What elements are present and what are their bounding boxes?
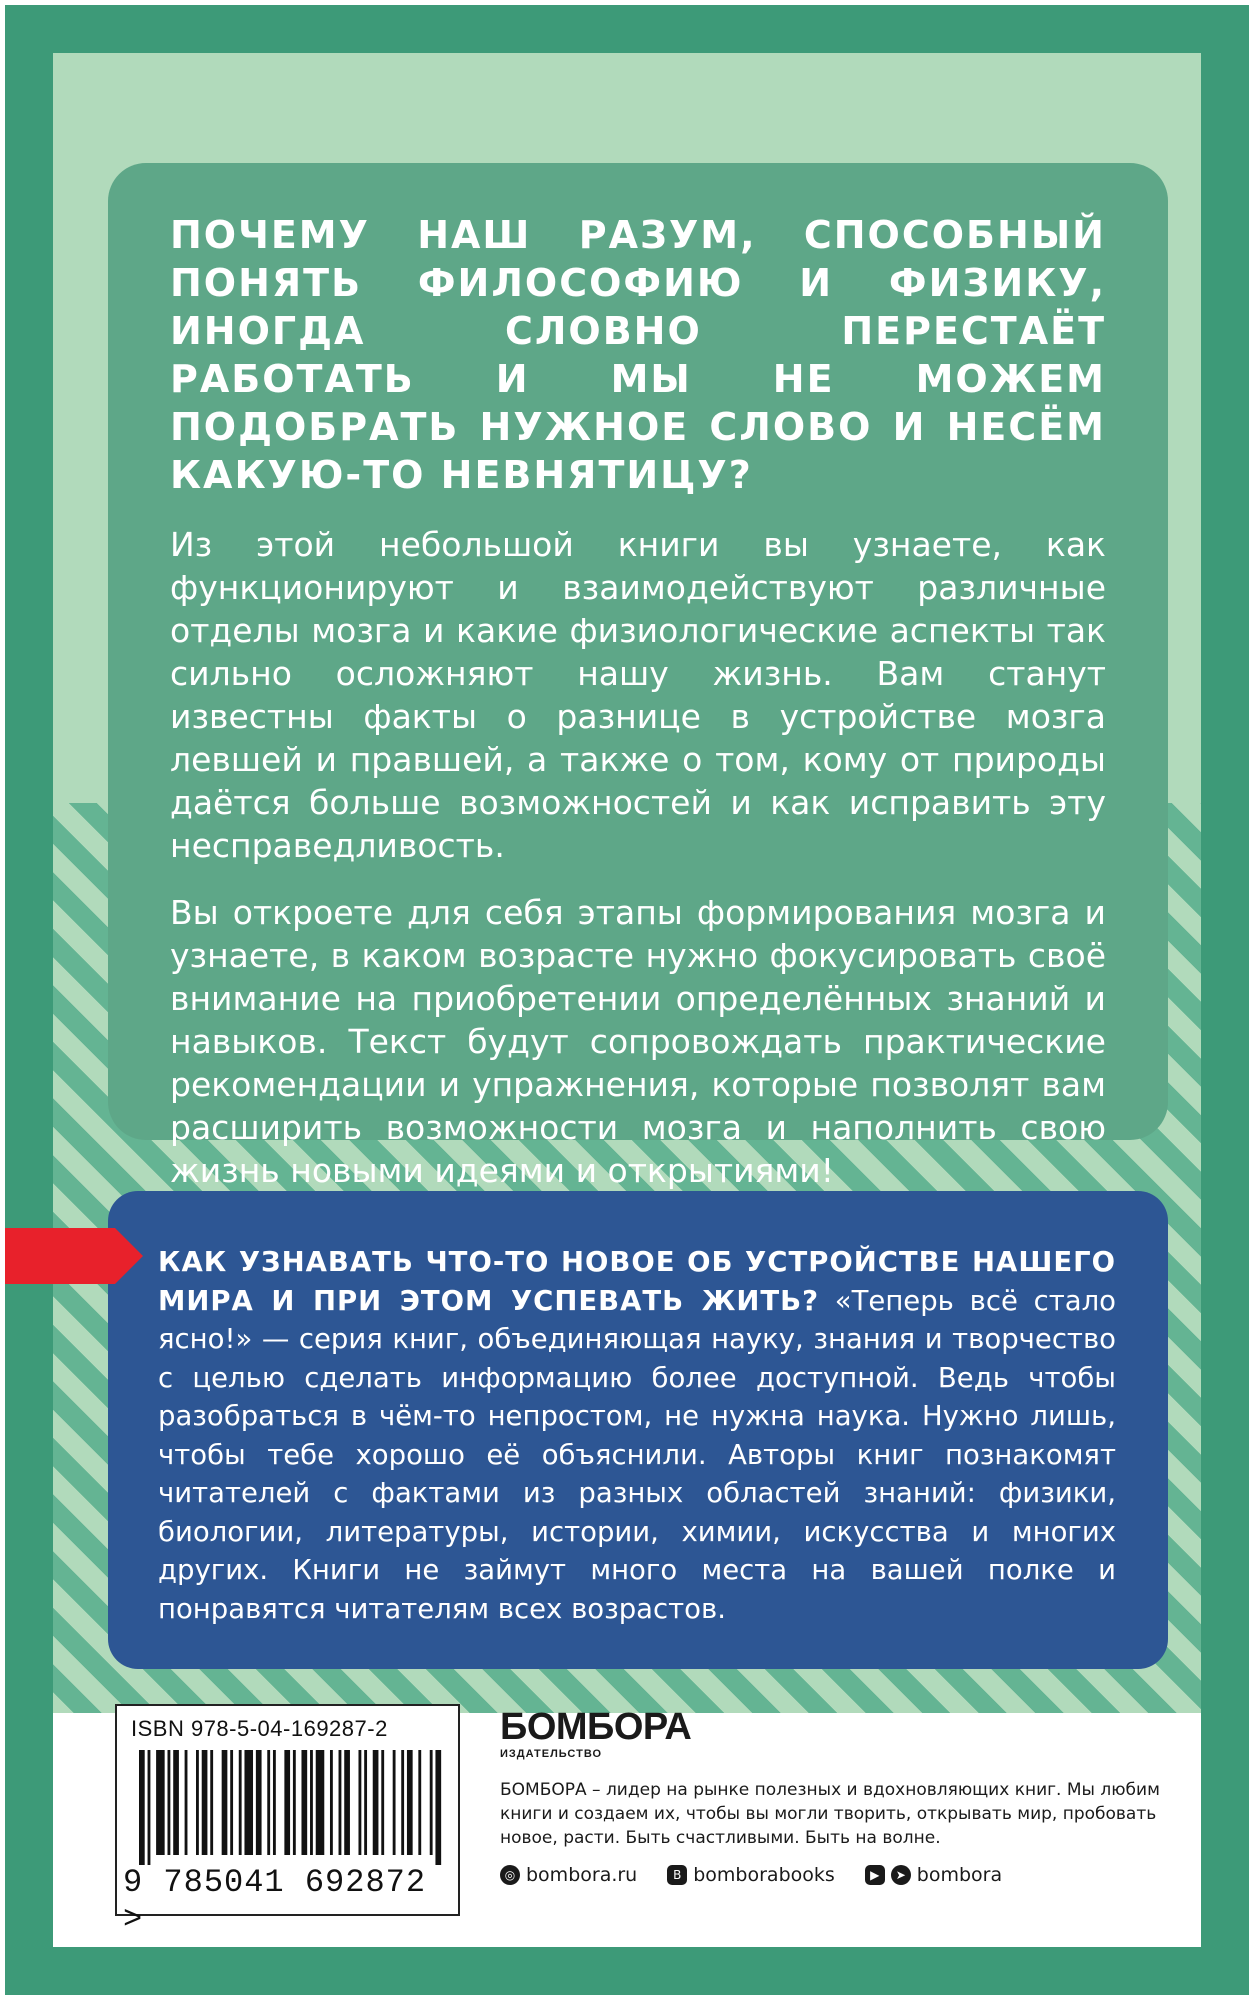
series-lead: КАК УЗНАВАТЬ ЧТО-ТО НОВОЕ ОБ УСТРОЙСТВЕ НАШЕГО МИРА И ПРИ ЭТОМ УСПЕВАТЬ ЖИТЬ?: [158, 1246, 1116, 1317]
barcode-bar: [168, 1750, 171, 1855]
barcode-bar: [156, 1750, 165, 1855]
cover-background: [53, 53, 1201, 1947]
red-marker-tip: [115, 1228, 143, 1284]
barcode-bar: [344, 1750, 350, 1855]
barcode-bar: [256, 1750, 262, 1855]
barcode-bar: [185, 1750, 188, 1855]
description-paragraph-1: Из этой небольшой книги вы узнаете, как функционируют и взаимодействуют различные отделы мозга и какие физиологические аспекты так сильно осложняют нашу жизнь. Вам станут известны факты о разнице в устройстве мозга левшей и правшей, а также о том, кому от природы даётся больше возможностей и как исправить эту несправедливость.: [170, 525, 1106, 865]
link-social-label: bombora: [916, 1864, 1003, 1886]
series-text: [158, 1243, 1116, 1628]
youtube-icon: ▶: [865, 1865, 885, 1885]
barcode-bar: [435, 1750, 441, 1865]
series-body: «Теперь всё стало ясно!» — серия книг, объединяющая науку, знания и творчество с целью сделать информацию более доступной. Ведь чтобы разобраться в чём-то непростом, не нужна наука. Нужно лишь, чтобы тебе хорошо её объяснили. Авторы книг познакомят читателей с фактами из разных областей знаний: физики, биологии, литературы, истории, химии, искусства и многих других. Книги не займут много места на вашей полке и понравятся читателям всех возрастов.: [158, 1284, 1116, 1625]
barcode-label: [115, 1704, 460, 1938]
red-marker-bar: [5, 1228, 115, 1284]
publisher-description: БОМБОРА – лидер на рынке полезных и вдохновляющих книг. Мы любим книги и создаем их, чтобы вы могли творить, открывать мир, пробовать новое, расти. Быть счастливыми. Быть на волне.: [500, 1780, 1160, 1848]
barcode-bar: [339, 1750, 342, 1855]
barcode-bar: [244, 1750, 253, 1855]
barcode-bar: [310, 1750, 313, 1855]
barcode-bar: [148, 1750, 151, 1865]
barcode-bar: [196, 1750, 199, 1855]
barcode-bar: [210, 1750, 213, 1855]
barcode-bar: [373, 1750, 379, 1855]
barcode-bar: [364, 1750, 367, 1855]
barcode-bar: [393, 1750, 396, 1855]
globe-icon: ◎: [500, 1865, 520, 1885]
barcode-bar: [358, 1750, 361, 1855]
barcode-bar: [430, 1750, 433, 1855]
telegram-icon: ➤: [891, 1865, 911, 1885]
link-vk[interactable]: [667, 1864, 835, 1886]
barcode-bar: [267, 1750, 270, 1855]
link-vk-label: bomborabooks: [693, 1864, 835, 1886]
barcode-bar: [173, 1750, 179, 1855]
barcode-bar: [316, 1750, 325, 1855]
barcode-bar: [401, 1750, 404, 1855]
series-panel: [108, 1191, 1168, 1669]
barcode-bar: [139, 1750, 145, 1865]
cover-frame: [5, 5, 1249, 1995]
publisher-links: [500, 1864, 1180, 1886]
barcode-bar: [230, 1750, 233, 1855]
barcode-bar: [273, 1750, 276, 1855]
link-social[interactable]: [865, 1864, 1002, 1886]
barcode-bars: [139, 1750, 444, 1865]
barcode-number: 9 785041 692872 >: [123, 1864, 427, 1938]
headline-question: ПОЧЕМУ НАШ РАЗУМ, СПОСОБНЫЙ ПОНЯТЬ ФИЛОСОФИЮ И ФИЗИКУ, ИНОГДА СЛОВНО ПЕРЕСТАЁТ РАБОТАТЬ И МЫ НЕ МОЖЕМ ПОДОБРАТЬ НУЖНОЕ СЛОВО И НЕСЁМ КАКУЮ-ТО НЕВНЯТИЦУ?: [170, 213, 1106, 497]
publisher-logo: БОМБОРА: [500, 1706, 692, 1748]
link-website[interactable]: [500, 1864, 637, 1886]
barcode-bar: [284, 1750, 290, 1855]
barcode-bar: [381, 1750, 384, 1855]
description-paragraph-2: Вы откроете для себя этапы формирования мозга и узнаете, в каком возрасте нужно фокусировать своё внимание на приобретении определённых знаний и навыков. Текст будут сопровождать практические рекомендации и упражнения, которые позволят вам расширить возможности мозга и наполнить свою жизнь новыми идеями и открытиями!: [170, 893, 1106, 1190]
barcode-bar: [418, 1750, 421, 1855]
vk-icon: В: [667, 1865, 687, 1885]
barcode-bar: [293, 1750, 296, 1855]
publisher-block: [500, 1708, 1180, 1886]
link-website-label: bombora.ru: [526, 1864, 638, 1886]
barcode-bar: [202, 1750, 208, 1855]
description-panel: [108, 163, 1168, 1190]
barcode-bar: [407, 1750, 413, 1855]
barcode-bar: [301, 1750, 307, 1855]
isbn-text: ISBN 978-5-04-169287-2: [131, 1716, 388, 1741]
barcode-bar: [239, 1750, 242, 1855]
publisher-subtitle: ИЗДАТЕЛЬСТВО: [500, 1748, 603, 1760]
barcode-bar: [330, 1750, 333, 1855]
barcode-bar: [222, 1750, 228, 1855]
